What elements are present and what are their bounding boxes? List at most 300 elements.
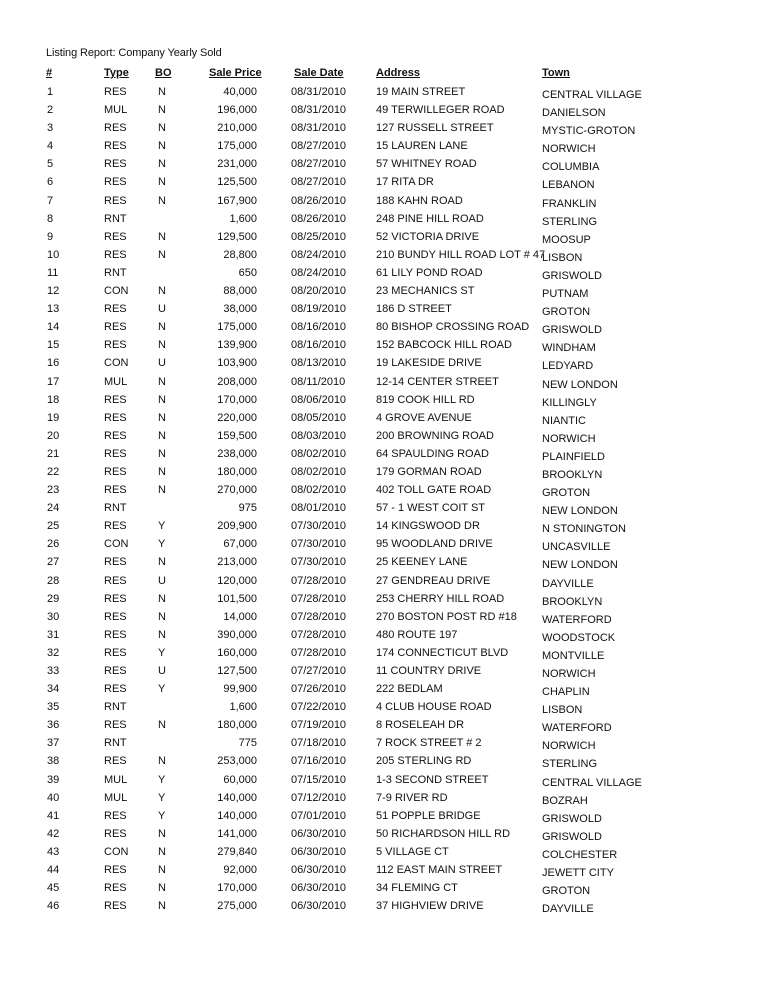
bo-flag: N [158,556,166,569]
table-row [0,319,768,337]
table-row [0,464,768,482]
row-number: 42 [47,827,60,840]
property-type: RES [104,230,127,243]
sale-date: 07/28/2010 [291,574,347,587]
bo-flag: Y [158,791,166,804]
sale-price: 139,900 [217,339,257,352]
bo-flag: N [158,755,166,768]
bo-flag: N [158,827,166,840]
table-row [0,500,768,518]
sale-price: 1,600 [229,212,257,225]
row-number: 20 [47,429,60,442]
table-row [0,808,768,826]
address: 179 GORMAN ROAD [376,465,482,478]
town: MYSTIC-GROTON [542,125,636,138]
sale-date: 07/12/2010 [291,791,347,804]
town: BROOKLYN [542,595,603,608]
property-type: RES [104,176,127,189]
property-type: MUL [104,375,128,388]
row-number: 27 [47,556,60,569]
table-row [0,156,768,174]
property-type: RNT [104,701,127,714]
table-row [0,283,768,301]
row-number: 35 [47,701,60,714]
table-row [0,880,768,898]
sale-date: 08/16/2010 [291,339,347,352]
sale-date: 06/30/2010 [291,845,347,858]
table-row [0,193,768,211]
address: 270 BOSTON POST RD #18 [376,610,517,623]
sale-price: 38,000 [223,303,257,316]
town: GROTON [542,487,591,500]
town: WINDHAM [542,342,596,355]
town: DAYVILLE [542,577,594,590]
sale-date: 08/13/2010 [291,357,347,370]
row-number: 18 [47,393,60,406]
property-type: RES [104,339,127,352]
row-number: 17 [47,375,60,388]
sale-price: 180,000 [217,465,257,478]
town: BOZRAH [542,794,588,807]
sale-price: 28,800 [223,248,257,261]
table-row [0,753,768,771]
address: 34 FLEMING CT [376,882,458,895]
bo-flag: N [158,719,166,732]
row-number: 1 [47,86,54,98]
sale-date: 06/30/2010 [291,864,347,877]
address: 64 SPAULDING ROAD [376,447,489,460]
sale-date: 07/27/2010 [291,665,347,677]
town: FRANKLIN [542,197,597,210]
address: 95 WOODLAND DRIVE [376,538,493,551]
sale-date: 07/16/2010 [291,755,347,768]
address: 7-9 RIVER RD [376,791,448,804]
town: NORWICH [542,143,596,156]
sale-price: 167,900 [217,194,257,207]
address: 480 ROUTE 197 [376,628,458,641]
sale-price: 88,000 [223,285,257,298]
bo-flag: N [158,104,166,117]
address: 19 MAIN STREET [376,86,466,98]
property-type: RES [104,411,127,424]
address: 200 BROWNING ROAD [376,429,494,442]
property-type: RES [104,140,127,153]
address: 402 TOLL GATE ROAD [376,484,492,497]
sale-price: 253,000 [217,755,257,768]
town: STERLING [542,758,598,771]
address: 4 GROVE AVENUE [376,411,472,424]
address: 222 BEDLAM [376,683,443,696]
sale-date: 06/30/2010 [291,882,347,895]
property-type: CON [104,538,129,551]
town: LEBANON [542,179,595,192]
sale-date: 08/27/2010 [291,140,347,153]
sale-price: 99,900 [223,683,257,696]
row-number: 38 [47,755,60,768]
row-number: 24 [47,502,60,515]
bo-flag: Y [158,538,166,551]
property-type: RES [104,683,127,696]
property-type: RES [104,628,127,641]
table-row [0,862,768,880]
property-type: RES [104,520,127,533]
bo-flag: Y [158,773,166,786]
town: COLCHESTER [542,848,618,861]
row-number: 37 [47,737,60,750]
property-type: RNT [104,266,127,279]
table-row [0,772,768,790]
town: PLAINFIELD [542,450,605,463]
town: N STONINGTON [542,523,626,536]
table-row [0,554,768,572]
row-number: 11 [47,266,59,279]
sale-price: 67,000 [223,538,257,551]
row-number: 44 [47,864,60,877]
address: 4 CLUB HOUSE ROAD [376,701,492,714]
bo-flag: Y [158,809,166,822]
bo-flag: N [158,86,166,98]
bo-flag: N [158,429,166,442]
row-number: 45 [47,882,60,895]
town: JEWETT CITY [542,867,614,880]
sale-date: 08/19/2010 [291,303,347,316]
sale-price: 160,000 [217,646,257,659]
town: GROTON [542,885,591,898]
property-type: RES [104,321,127,334]
bo-flag: U [158,574,166,587]
property-type: RES [104,303,127,316]
town: WATERFORD [542,613,612,626]
row-number: 7 [47,194,54,207]
bo-flag: Y [158,646,166,659]
town: GRISWOLD [542,812,602,825]
table-row [0,645,768,663]
property-type: RES [104,122,127,135]
town: GRISWOLD [542,324,602,337]
table-row [0,826,768,844]
table-row [0,428,768,446]
property-type: MUL [104,791,128,804]
table-row [0,84,768,102]
sale-price: 210,000 [217,122,257,135]
sale-price: 213,000 [217,556,257,569]
property-type: RES [104,429,127,442]
sale-date: 07/18/2010 [291,737,347,750]
sale-date: 07/30/2010 [291,538,347,551]
sale-date: 08/02/2010 [291,447,347,460]
sale-price: 170,000 [217,882,257,895]
row-number: 34 [47,683,60,696]
sale-price: 141,000 [217,827,257,840]
table-row [0,735,768,753]
address: 15 LAUREN LANE [376,140,468,153]
bo-flag: N [158,411,166,424]
row-number: 31 [47,628,60,641]
property-type: RNT [104,737,127,750]
address: 57 - 1 WEST COIT ST [376,502,486,515]
property-type: RES [104,665,127,677]
sale-price: 775 [238,737,257,750]
address: 127 RUSSELL STREET [376,122,494,135]
address: 152 BABCOCK HILL ROAD [376,339,512,352]
sale-date: 08/06/2010 [291,393,347,406]
bo-flag: N [158,845,166,858]
address: 253 CHERRY HILL ROAD [376,592,505,605]
bo-flag: U [158,303,166,316]
sale-date: 07/01/2010 [291,809,347,822]
property-type: RES [104,194,127,207]
property-type: RES [104,882,127,895]
town: NIANTIC [542,414,586,427]
town: LISBON [542,251,583,264]
row-number: 46 [47,900,60,913]
sale-price: 127,500 [217,665,257,677]
table-row [0,102,768,120]
property-type: RES [104,864,127,877]
table-row [0,337,768,355]
bo-flag: N [158,592,166,605]
table-row [0,374,768,392]
address: 61 LILY POND ROAD [376,266,483,279]
row-number: 4 [47,140,54,153]
sale-date: 07/15/2010 [291,773,347,786]
row-number: 5 [47,158,54,171]
bo-flag: N [158,248,166,261]
sale-date: 06/30/2010 [291,900,347,913]
table-row [0,355,768,373]
property-type: RES [104,484,127,497]
bo-flag: N [158,230,166,243]
row-number: 43 [47,845,60,858]
address: 23 MECHANICS ST [376,285,475,298]
table-row [0,898,768,916]
address: 174 CONNECTICUT BLVD [376,646,509,659]
bo-flag: Y [158,683,166,696]
table-row [0,717,768,735]
bo-flag: N [158,122,166,135]
town: CENTRAL VILLAGE [542,776,642,789]
address: 210 BUNDY HILL ROAD LOT # 47 [376,248,546,261]
property-type: RES [104,158,127,171]
bo-flag: N [158,882,166,895]
sale-price: 275,000 [217,900,257,913]
bo-flag: N [158,900,166,913]
sale-date: 07/28/2010 [291,646,347,659]
town: LEDYARD [542,360,594,373]
town: NORWICH [542,432,596,445]
sale-date: 07/22/2010 [291,701,347,714]
sale-date: 07/28/2010 [291,628,347,641]
table-row [0,410,768,428]
sale-price: 159,500 [217,429,257,442]
sale-price: 270,000 [217,484,257,497]
sale-date: 07/19/2010 [291,719,347,732]
address: 14 KINGSWOOD DR [376,520,480,533]
address: 1-3 SECOND STREET [376,773,489,786]
sale-date: 08/20/2010 [291,285,347,298]
address: 186 D STREET [376,303,452,316]
row-number: 39 [47,773,60,786]
row-number: 2 [47,104,54,117]
town: NORWICH [542,668,596,680]
sale-price: 170,000 [217,393,257,406]
row-number: 22 [47,465,60,478]
sale-date: 07/30/2010 [291,556,347,569]
town: NEW LONDON [542,505,618,518]
table-row [0,573,768,591]
sale-price: 125,500 [217,176,257,189]
row-number: 8 [47,212,54,225]
town: GRISWOLD [542,830,602,843]
town: MOOSUP [542,233,591,246]
address: 27 GENDREAU DRIVE [376,574,491,587]
bo-flag: N [158,339,166,352]
address: 19 LAKESIDE DRIVE [376,357,482,370]
property-type: RES [104,393,127,406]
row-number: 28 [47,574,60,587]
town: DANIELSON [542,107,606,120]
town: STERLING [542,215,598,228]
sale-date: 08/26/2010 [291,212,347,225]
bo-flag: N [158,176,166,189]
sale-date: 08/27/2010 [291,158,347,171]
column-header-type: Type [104,67,129,79]
property-type: MUL [104,104,128,117]
address: 49 TERWILLEGER ROAD [376,104,505,117]
bo-flag: N [158,375,166,388]
table-row [0,120,768,138]
property-type: RES [104,809,127,822]
town: UNCASVILLE [542,541,611,554]
sale-price: 60,000 [223,773,257,786]
column-header-bo: BO [155,67,172,79]
town: CHAPLIN [542,686,590,699]
sale-price: 140,000 [217,791,257,804]
sale-price: 975 [238,502,257,515]
table-row [0,609,768,627]
table-row [0,844,768,862]
sale-price: 120,000 [217,574,257,587]
bo-flag: N [158,465,166,478]
bo-flag: N [158,140,166,153]
sale-date: 07/28/2010 [291,592,347,605]
sale-price: 175,000 [217,140,257,153]
sale-price: 129,500 [217,230,257,243]
table-row [0,446,768,464]
address: 12-14 CENTER STREET [376,375,499,388]
sale-price: 180,000 [217,719,257,732]
sale-date: 08/31/2010 [291,104,347,117]
report-title: Listing Report: Company Yearly Sold [46,47,222,59]
table-row [0,699,768,717]
row-number: 16 [47,357,60,370]
table-row [0,681,768,699]
address: 57 WHITNEY ROAD [376,158,477,171]
address: 112 EAST MAIN STREET [376,864,503,877]
sale-date: 08/24/2010 [291,248,347,261]
address: 17 RITA DR [376,176,434,189]
property-type: RNT [104,502,127,515]
town: GRISWOLD [542,269,602,282]
sale-price: 103,900 [217,357,257,370]
sale-price: 231,000 [217,158,257,171]
listing-table-body [0,84,768,916]
sale-date: 06/30/2010 [291,827,347,840]
address: 188 KAHN ROAD [376,194,463,207]
table-row [0,138,768,156]
town: LISBON [542,704,583,717]
row-number: 26 [47,538,60,551]
sale-price: 209,900 [217,520,257,533]
row-number: 9 [47,230,54,243]
table-row [0,392,768,410]
bo-flag: U [158,357,166,370]
row-number: 25 [47,520,60,533]
sale-price: 279,840 [217,845,257,858]
town: BROOKLYN [542,468,603,481]
address: 8 ROSELEAH DR [376,719,465,732]
address: 52 VICTORIA DRIVE [376,230,480,243]
sale-date: 08/03/2010 [291,429,347,442]
town: WATERFORD [542,722,612,735]
row-number: 6 [47,176,54,189]
sale-price: 220,000 [217,411,257,424]
bo-flag: N [158,864,166,877]
bo-flag: N [158,610,166,623]
sale-price: 238,000 [217,447,257,460]
row-number: 32 [47,646,60,659]
row-number: 40 [47,791,60,804]
sale-price: 175,000 [217,321,257,334]
sale-date: 08/25/2010 [291,230,347,243]
property-type: RES [104,719,127,732]
sale-price: 101,500 [217,592,257,605]
sale-date: 07/28/2010 [291,610,347,623]
table-row [0,536,768,554]
bo-flag: N [158,447,166,460]
address: 50 RICHARDSON HILL RD [376,827,511,840]
table-row [0,591,768,609]
sale-date: 08/27/2010 [291,176,347,189]
sale-date: 08/01/2010 [291,502,347,515]
row-number: 41 [47,809,60,822]
town: DAYVILLE [542,903,594,916]
property-type: RES [104,755,127,768]
table-row [0,211,768,229]
column-header-number: # [46,67,53,79]
sale-price: 650 [238,266,257,279]
property-type: MUL [104,773,128,786]
town: NORWICH [542,740,596,753]
property-type: CON [104,357,129,370]
town: CENTRAL VILLAGE [542,89,642,101]
row-number: 33 [47,665,60,677]
row-number: 12 [47,285,60,298]
column-header-sale-price: Sale Price [209,67,262,79]
sale-date: 08/26/2010 [291,194,347,207]
row-number: 36 [47,719,60,732]
sale-date: 07/30/2010 [291,520,347,533]
property-type: CON [104,285,129,298]
property-type: RNT [104,212,127,225]
property-type: RES [104,248,127,261]
property-type: RES [104,447,127,460]
column-header-address: Address [376,67,421,79]
property-type: RES [104,827,127,840]
sale-price: 92,000 [223,864,257,877]
sale-date: 08/11/2010 [291,375,346,388]
row-number: 29 [47,592,60,605]
